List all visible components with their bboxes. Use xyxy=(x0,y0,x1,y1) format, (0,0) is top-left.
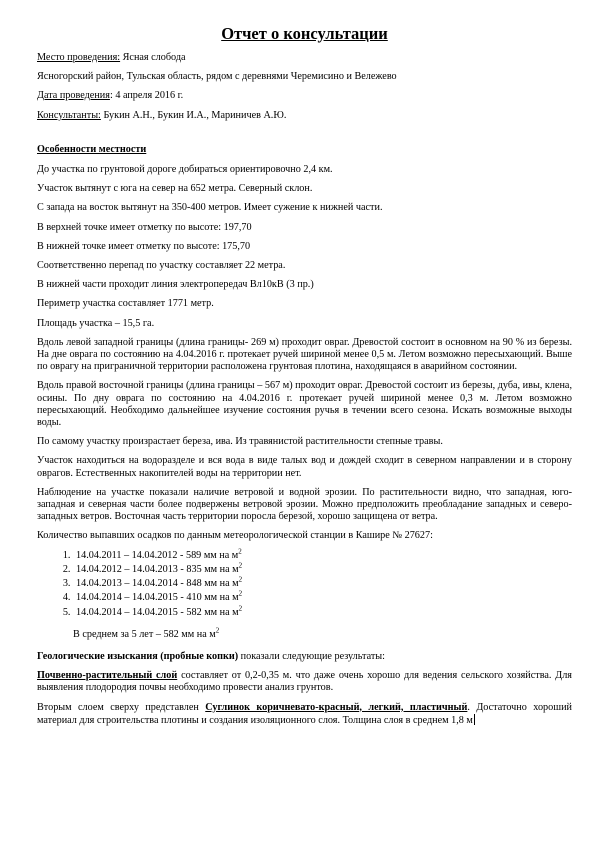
paragraph: Площадь участка – 15,5 га. xyxy=(37,317,155,329)
list-item: 5. 14.04.2014 – 14.04.2015 - 582 мм на $м^2$ xyxy=(73,607,572,619)
geology-line: Геологические изыскания (пробные копки) показали следующие результаты: xyxy=(37,650,385,662)
consultants-label: Консультанты: xyxy=(37,109,101,121)
place-label: Место проведения: xyxy=(37,52,121,63)
precipitation-list xyxy=(37,547,572,619)
average-text: В среднем за 5 лет – 582 мм на м xyxy=(73,628,216,640)
paragraph: По самому участку произрастает береза, ива. Из травянистой растительности степные травы. xyxy=(37,436,443,448)
paragraph: Количество выпавших осадков по данным метеорологической станции в Кашире № 27627: xyxy=(37,530,433,542)
document-title: Отчет о консультации xyxy=(221,24,388,43)
place-value: Ясная слобода xyxy=(120,52,186,63)
paragraph: Участок находиться на водоразделе и вся вода в виде талых вод и дождей сходит в северном направлении и в сторону оврагов. Естественных накопителей воды на территории нет. xyxy=(37,455,572,479)
paragraph: Соответственно перепад по участку составляет 22 метра. xyxy=(37,260,286,272)
loam-term: Суглинок коричневато-красный, легкий, пластичный xyxy=(205,701,468,713)
consultants-value: Букин А.Н., Букин И.А., Мариничев А.Ю. xyxy=(100,109,287,121)
geology-heading: Геологические изыскания (пробные копки) xyxy=(37,650,239,662)
place-line xyxy=(37,52,572,64)
paragraphs xyxy=(37,164,572,543)
document-page xyxy=(37,24,572,734)
section-heading: Особенности местности xyxy=(37,143,147,155)
list-item: 2. 14.04.2012 – 14.04.2013 - 835 мм на $м^2$ xyxy=(73,564,572,576)
date-label: Дата проведения xyxy=(37,90,110,102)
paragraph: В верхней точке имеет отметку по высоте: 197,70 xyxy=(37,221,252,233)
paragraph: С запада на восток вытянут на 350-400 метров. Имеет сужение к нижней части. xyxy=(37,202,383,214)
paragraph: Вдоль правой восточной границы (длина границы – 567 м) проходит овраг. Древостой состоит из березы, дуба, ивы, клена, осины. По дну оврага по состоянию на 4.04.2016 г. протекает ручей шириной менее 0,3 м. Летом возможно пересыхающий. Необходимо дальнейшее изучение состояния ручья в течении всего сезона. Искать возможные выходы воды. xyxy=(37,380,572,429)
soil-paragraph: Почвенно-растительный слой составляет от 0,2-0,35 м. что даже очень хорошо для ведения сельского хозяйства. Для выявления плодородия почвы необходимо провести анализ грунтов. xyxy=(37,670,572,694)
paragraph: До участка по грунтовой дороге добираться ориентировочно 2,4 км. xyxy=(37,164,333,176)
paragraph: В нижней точке имеет отметку по высоте: 175,70 xyxy=(37,240,251,252)
date-value: : 4 апреля 2016 г. xyxy=(109,90,184,102)
date-line xyxy=(37,90,572,102)
text-cursor xyxy=(474,714,475,725)
consultants-line xyxy=(37,110,572,122)
list-item: 3. 14.04.2013 – 14.04.2014 - 848 мм на $м^2$ xyxy=(73,578,572,590)
paragraph: Участок вытянут с юга на север на 652 метра. Северный склон. xyxy=(37,183,313,195)
paragraph: Наблюдение на участке показали наличие ветровой и водной эрозии. По растительности видно, что западная, юго-западная и северная части более подвержены ветровой эрозии. Можно предположить преобладание западных и северо-западных ветров. Восточная часть территории поросла березой, хорошо защищена от ветра. xyxy=(37,486,572,523)
district-line: Ясногорский район, Тульская область, рядом с деревнями Черемисино и Вележево xyxy=(37,71,397,83)
list-item: 1. 14.04.2011 – 14.04.2012 - 589 мм на $м^2$ xyxy=(73,550,572,562)
paragraph: Вдоль левой западной границы (длина границы- 269 м) проходит овраг. Древостой состоит в основном на 90 % из березы. На дне оврага по состоянию на 4.04.2016 г. протекает ручей шириной менее 0,5 м. Летом возможно пересыхающий. Выше по оврагу на приграничной территории расположена грунтовая плотина, находящаяся в аварийном состоянии. xyxy=(37,336,572,373)
paragraph: В нижней части проходит линия электропередач Вл10кВ (3 пр.) xyxy=(37,279,314,291)
average-line: В среднем за 5 лет – 582 мм на $м^2$ xyxy=(73,626,220,640)
soil-layer-term: Почвенно-растительный слой xyxy=(37,670,178,682)
list-item: 4. 14.04.2014 – 14.04.2015 - 410 мм на $м^2$ xyxy=(73,592,572,604)
paragraph: Периметр участка составляет 1771 метр. xyxy=(37,298,214,310)
second-layer-paragraph: Вторым слоем сверху представлен Суглинок коричневато-красный, легкий, пластичный. Достаточно хороший материал для строительства плотины и создания изоляционного слоя. Толщина слоя в среднем 1,8 м xyxy=(37,701,572,726)
